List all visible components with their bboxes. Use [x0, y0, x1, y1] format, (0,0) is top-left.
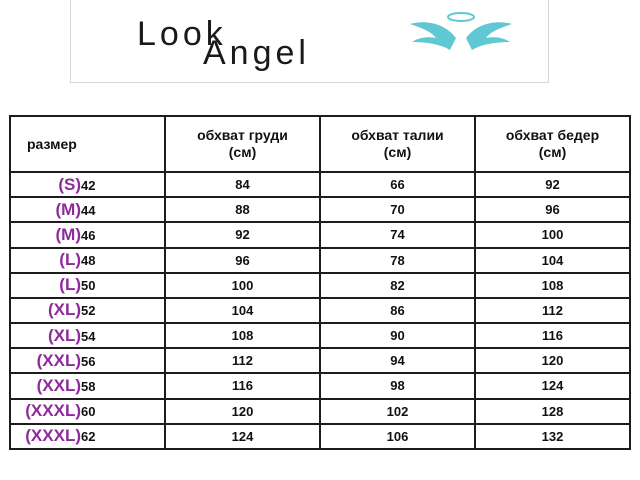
- waist-cell: 82: [320, 273, 475, 298]
- waist-cell: 70: [320, 197, 475, 222]
- waist-cell: 90: [320, 323, 475, 348]
- size-letter: (M): [55, 224, 81, 244]
- bust-cell: 96: [165, 248, 320, 273]
- size-cell: [10, 298, 165, 323]
- waist-cell: 74: [320, 222, 475, 247]
- size-cell: [10, 373, 165, 398]
- header-size-title: размер: [27, 135, 77, 152]
- table-row: [10, 222, 630, 247]
- size-cell: [10, 348, 165, 373]
- table-row: [10, 273, 630, 298]
- size-rows: [10, 172, 630, 449]
- size-letter: (M): [55, 199, 81, 219]
- hips-cell: 96: [475, 197, 630, 222]
- header-waist-unit: (см): [383, 144, 412, 160]
- bust-cell: 100: [165, 273, 320, 298]
- size-letter: (XXXL): [25, 426, 81, 446]
- brand-logo: [70, 0, 549, 83]
- hips-cell: 116: [475, 323, 630, 348]
- table-row: [10, 399, 630, 424]
- size-cell: [10, 399, 165, 424]
- bust-cell: 92: [165, 222, 320, 247]
- header-waist: [320, 116, 475, 172]
- waist-cell: 98: [320, 373, 475, 398]
- bust-cell: 124: [165, 424, 320, 449]
- header-hips-title: обхват бедер: [505, 127, 600, 143]
- size-number: 62: [81, 429, 96, 445]
- table-row: [10, 424, 630, 449]
- size-letter: (XL): [47, 300, 81, 320]
- size-letter: (L): [59, 250, 81, 270]
- size-number: 52: [81, 303, 96, 319]
- hips-cell: 108: [475, 273, 630, 298]
- table-row: [10, 323, 630, 348]
- hips-cell: 112: [475, 298, 630, 323]
- size-cell: [10, 323, 165, 348]
- size-number: 54: [81, 328, 96, 344]
- size-number: 46: [81, 227, 96, 243]
- table-row: [10, 348, 630, 373]
- hips-cell: 92: [475, 172, 630, 197]
- header-hips-unit: (см): [538, 144, 567, 160]
- size-chart-table: [9, 115, 631, 450]
- hips-cell: 128: [475, 399, 630, 424]
- header-waist-title: обхват талии: [351, 127, 444, 143]
- bust-cell: 108: [165, 323, 320, 348]
- size-number: 44: [81, 202, 96, 218]
- table-row: [10, 373, 630, 398]
- bust-cell: 84: [165, 172, 320, 197]
- size-letter: (XXXL): [25, 401, 81, 421]
- hips-cell: 124: [475, 373, 630, 398]
- header-bust-title: обхват груди: [197, 127, 288, 143]
- table-row: [10, 248, 630, 273]
- table-row: [10, 197, 630, 222]
- header-bust-unit: (см): [228, 144, 257, 160]
- table-row: [10, 298, 630, 323]
- size-number: 50: [81, 278, 96, 294]
- hips-cell: 120: [475, 348, 630, 373]
- size-number: 56: [81, 353, 96, 369]
- size-cell: [10, 248, 165, 273]
- size-letter: (XL): [47, 325, 81, 345]
- bust-cell: 88: [165, 197, 320, 222]
- size-cell: [10, 273, 165, 298]
- header-size: [10, 116, 165, 172]
- hips-cell: 132: [475, 424, 630, 449]
- waist-cell: 78: [320, 248, 475, 273]
- size-cell: [10, 172, 165, 197]
- waist-cell: 94: [320, 348, 475, 373]
- size-letter: (XXL): [36, 350, 81, 370]
- bust-cell: 120: [165, 399, 320, 424]
- size-cell: [10, 424, 165, 449]
- size-cell: [10, 222, 165, 247]
- waist-cell: 106: [320, 424, 475, 449]
- angel-wings-icon: [406, 8, 516, 68]
- size-letter: (XXL): [36, 375, 81, 395]
- hips-cell: 104: [475, 248, 630, 273]
- header-bust: [165, 116, 320, 172]
- size-number: 60: [81, 404, 96, 420]
- size-letter: (S): [58, 174, 81, 194]
- waist-cell: 102: [320, 399, 475, 424]
- size-number: 58: [81, 378, 96, 394]
- table-row: [10, 172, 630, 197]
- size-letter: (L): [59, 275, 81, 295]
- size-number: 42: [81, 177, 96, 193]
- hips-cell: 100: [475, 222, 630, 247]
- size-cell: [10, 197, 165, 222]
- logo-text-look: Look: [137, 15, 227, 53]
- logo-text-angel: Angel: [203, 34, 310, 72]
- bust-cell: 116: [165, 373, 320, 398]
- size-number: 48: [81, 253, 96, 269]
- header-hips: [475, 116, 630, 172]
- bust-cell: 104: [165, 298, 320, 323]
- bust-cell: 112: [165, 348, 320, 373]
- header-row: [10, 116, 630, 172]
- waist-cell: 86: [320, 298, 475, 323]
- waist-cell: 66: [320, 172, 475, 197]
